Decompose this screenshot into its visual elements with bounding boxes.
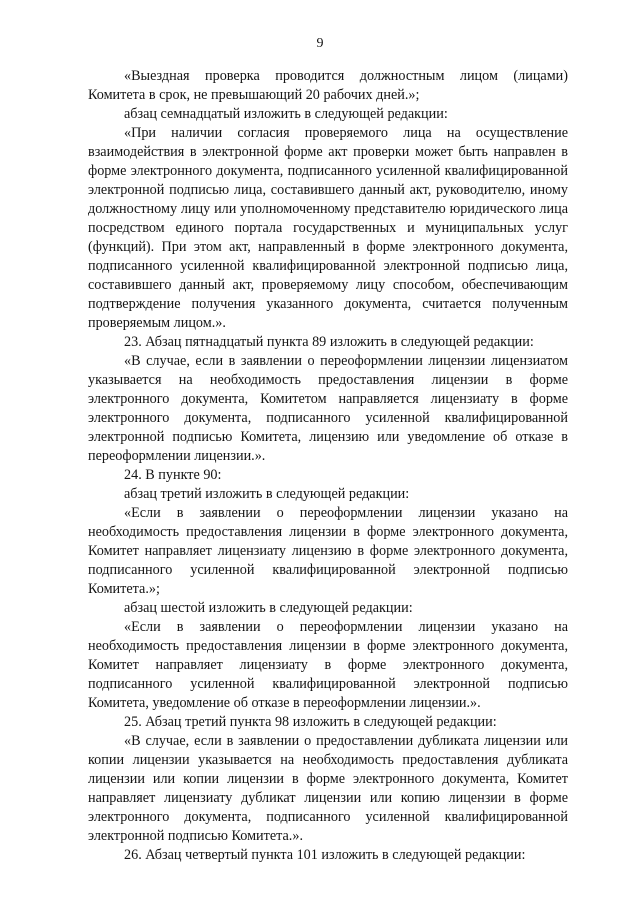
paragraph-amendment-6: абзац шестой изложить в следующей редакции:	[124, 600, 413, 616]
document-body	[88, 67, 568, 865]
paragraph-reissue-notice: «В случае, если в заявлении о переоформлении лицензии лицензиатом указывается на необходимость предоставления лицензии в форме электронного документа, Комитетом направляется лицензиату в форме электронного документа, подписанного усиленной квалифицированной электронной подписью Комитета, лицензию или уведомление об отказе в переоформлении лицензии.».	[88, 353, 568, 464]
paragraph-reissue-license: «Если в заявлении о переоформлении лицензии указано на необходимость предоставления лицензии в форме электронного документа, Комитет направляет лицензиату лицензию в форме электронного документа, подписанного усиленной квалифицированной электронной подписью Комитета.»;	[88, 505, 568, 597]
page-number: 9	[316, 36, 324, 51]
paragraph-amendment-17: абзац семнадцатый изложить в следующей редакции:	[124, 106, 448, 122]
paragraph-amendment-3: абзац третий изложить в следующей редакции:	[124, 486, 410, 502]
paragraph-inspection-act: «При наличии согласия проверяемого лица на осуществление взаимодействия в электронной форме акт проверки может быть направлен в форме электронного документа, подписанного усиленной квалифицированной электронной подписью лица, составившего данный акт, руководителю, иному должностному лицу или уполномоченному представителю юридического лица посредством единого портала государственных и муниципальных услуг (функций). При этом акт, направленный в форме электронного документа, подписанного усиленной квалифицированной электронной подписью лица, составившего данный акт, проверяемому лицу способом, обеспечивающим подтверждение получения указанного документа, считается полученным проверяемым лицом.».	[88, 125, 568, 331]
paragraph-item-24: 24. В пункте 90:	[124, 467, 222, 483]
paragraph-inspection-term: «Выездная проверка проводится должностным лицом (лицами) Комитета в срок, не превышающий 20 рабочих дней.»;	[88, 68, 568, 103]
paragraph-duplicate-license: «В случае, если в заявлении о предоставлении дубликата лицензии или копии лицензии указывается на необходимость предоставления дубликата лицензии или копии лицензии в форме электронного документа, Комитет направляет лицензиату дубликат лицензии или копию лицензии в форме электронного документа, подписанного усиленной квалифицированной электронной подписью Комитета.».	[88, 733, 568, 844]
paragraph-item-25: 25. Абзац третий пункта 98 изложить в следующей редакции:	[124, 714, 497, 730]
paragraph-item-26: 26. Абзац четвертый пункта 101 изложить в следующей редакции:	[124, 847, 526, 863]
paragraph-reissue-refusal: «Если в заявлении о переоформлении лицензии указано на необходимость предоставления лицензии в форме электронного документа, Комитет направляет лицензиату в форме электронного документа, подписанного усиленной квалифицированной электронной подписью Комитета, уведомление об отказе в переоформлении лицензии.».	[88, 619, 568, 711]
paragraph-item-23: 23. Абзац пятнадцатый пункта 89 изложить в следующей редакции:	[124, 334, 534, 350]
